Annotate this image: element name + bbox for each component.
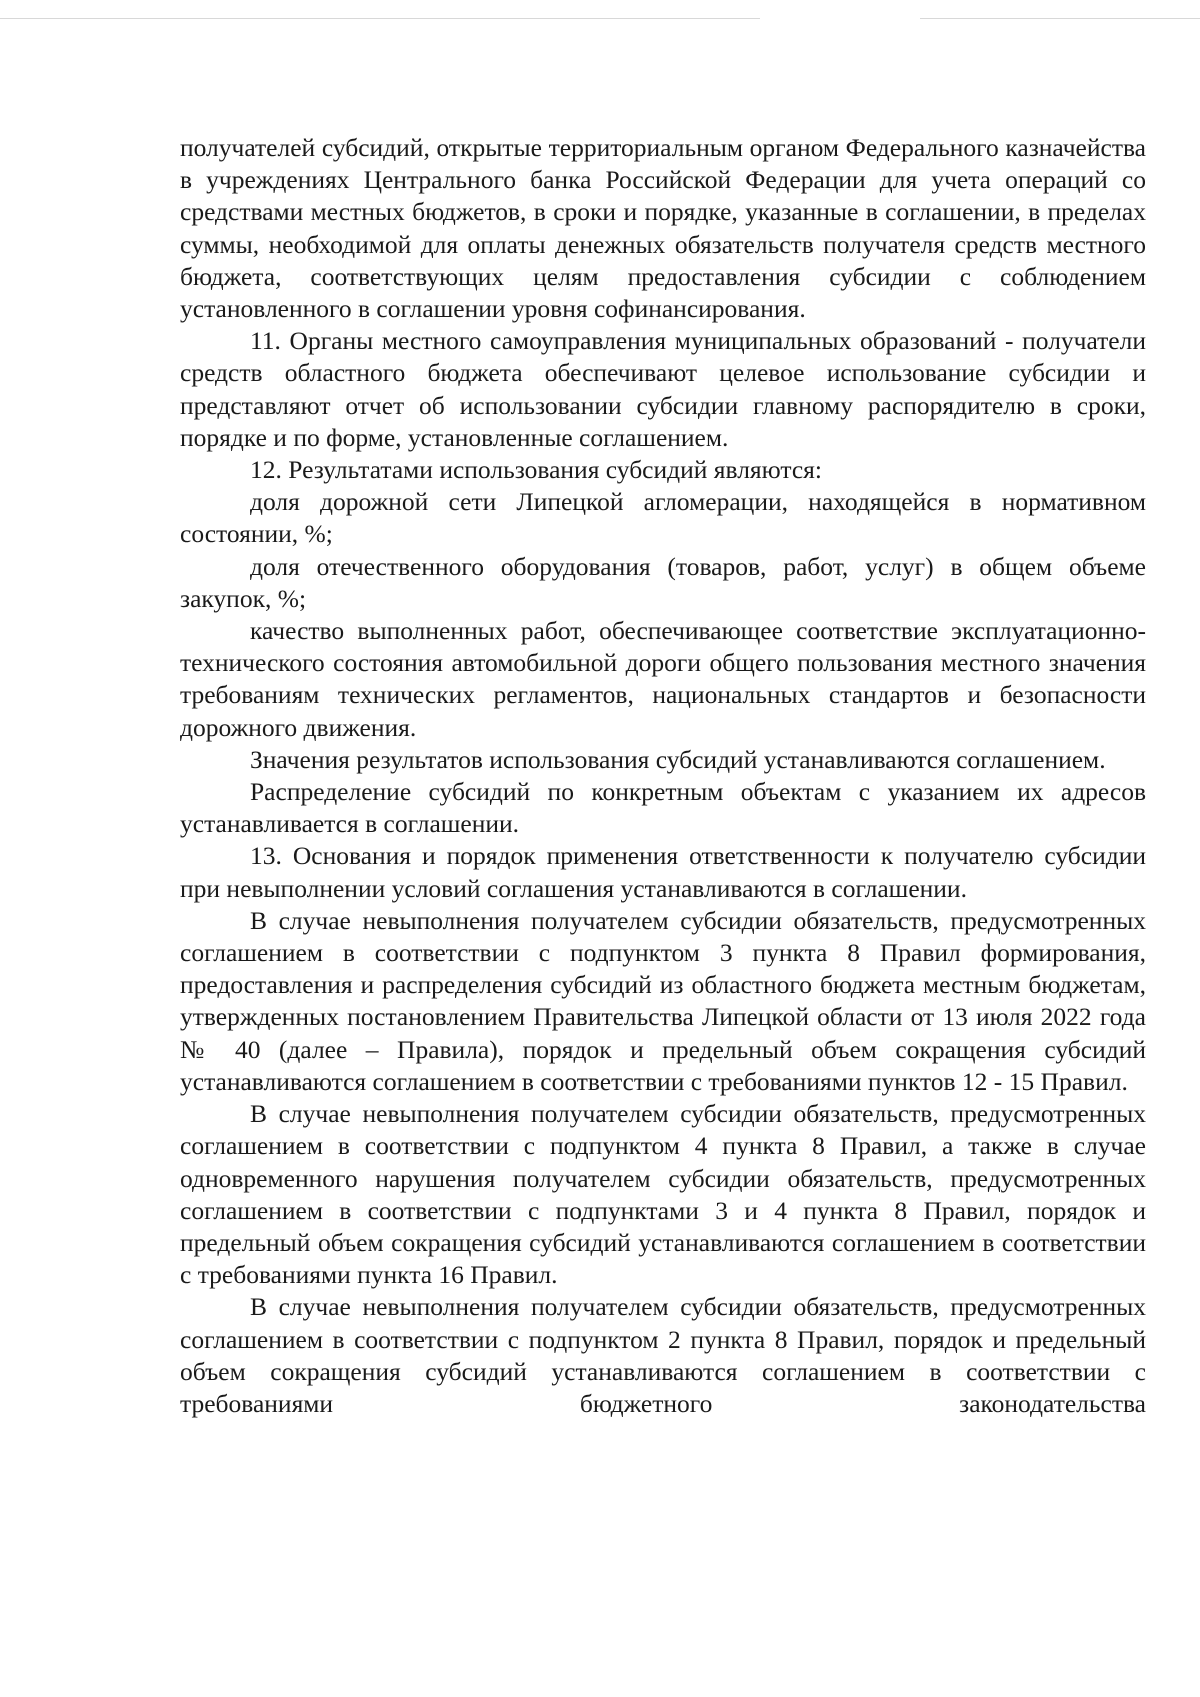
paragraph-13-case-3: В случае невыполнения получателем субсидии обязательств, предусмотренных соглашением в соответствии с подпунктом 2 пункта 8 Правил, порядок и предельный объем сокращения субсидий устанавливаются соглашением в соответствии с требованиями бюджетного законодательства — [180, 1292, 1146, 1418]
scan-edge-line — [920, 18, 1200, 19]
paragraph-12-values: Значения результатов использования субсидий устанавливаются соглашением. — [250, 744, 1106, 774]
paragraph-12: 12. Результатами использования субсидий являются: — [250, 455, 822, 485]
paragraph-12-result-3: качество выполненных работ, обеспечивающее соответствие эксплуатационно-технического состояния автомобильной дороги общего пользования местного значения требованиям технических регламентов, национальных стандартов и безопасности дорожного движения. — [180, 616, 1146, 742]
paragraph-12-result-2: доля отечественного оборудования (товаров, работ, услуг) в общем объеме закупок, %; — [180, 551, 1146, 613]
paragraph-12-distribution: Распределение субсидий по конкретным объектам с указанием их адресов устанавливается в соглашении. — [180, 777, 1146, 839]
paragraph-continued: получателей субсидий, открытые территориальным органом Федерального казначейства в учреждениях Центрального банка Российской Федерации для учета операций со средствами местных бюджетов, в сроки и порядке, указанные в соглашении, в пределах суммы, необходимой для оплаты денежных обязательств получателя средств местного бюджета, соответствующих целям предоставления субсидии с соблюдением установленного в соглашении уровня софинансирования. — [180, 133, 1146, 324]
paragraph-13-case-1: В случае невыполнения получателем субсидии обязательств, предусмотренных соглашением в соответствии с подпунктом 3 пункта 8 Правил формирования, предоставления и распределения субсидий из областного бюджета местным бюджетам, утвержденных постановлением Правительства Липецкой области от 13 июля 2022 года № 40 (далее – Правила), порядок и предельный объем сокращения субсидий устанавливаются соглашением в соответствии с требованиями пунктов 12 - 15 Правил. — [180, 905, 1146, 1096]
document-body — [180, 132, 1146, 1420]
paragraph-13: 13. Основания и порядок применения ответственности к получателю субсидии при невыполнении условий соглашения устанавливаются в соглашении. — [180, 841, 1146, 903]
scan-edge-line — [0, 18, 760, 19]
paragraph-12-result-1: доля дорожной сети Липецкой агломерации, находящейся в нормативном состоянии, %; — [180, 487, 1146, 549]
paragraph-13-case-2: В случае невыполнения получателем субсидии обязательств, предусмотренных соглашением в соответствии с подпунктом 4 пункта 8 Правил, а также в случае одновременного нарушения получателем субсидии обязательств, предусмотренных соглашением в соответствии с подпунктами 3 и 4 пункта 8 Правил, порядок и предельный объем сокращения субсидий устанавливаются соглашением в соответствии с требованиями пункта 16 Правил. — [180, 1099, 1146, 1290]
paragraph-11: 11. Органы местного самоуправления муниципальных образований - получатели средств областного бюджета обеспечивают целевое использование субсидии и представляют отчет об использовании субсидии главному распорядителю в сроки, порядке и по форме, установленные соглашением. — [180, 326, 1146, 452]
